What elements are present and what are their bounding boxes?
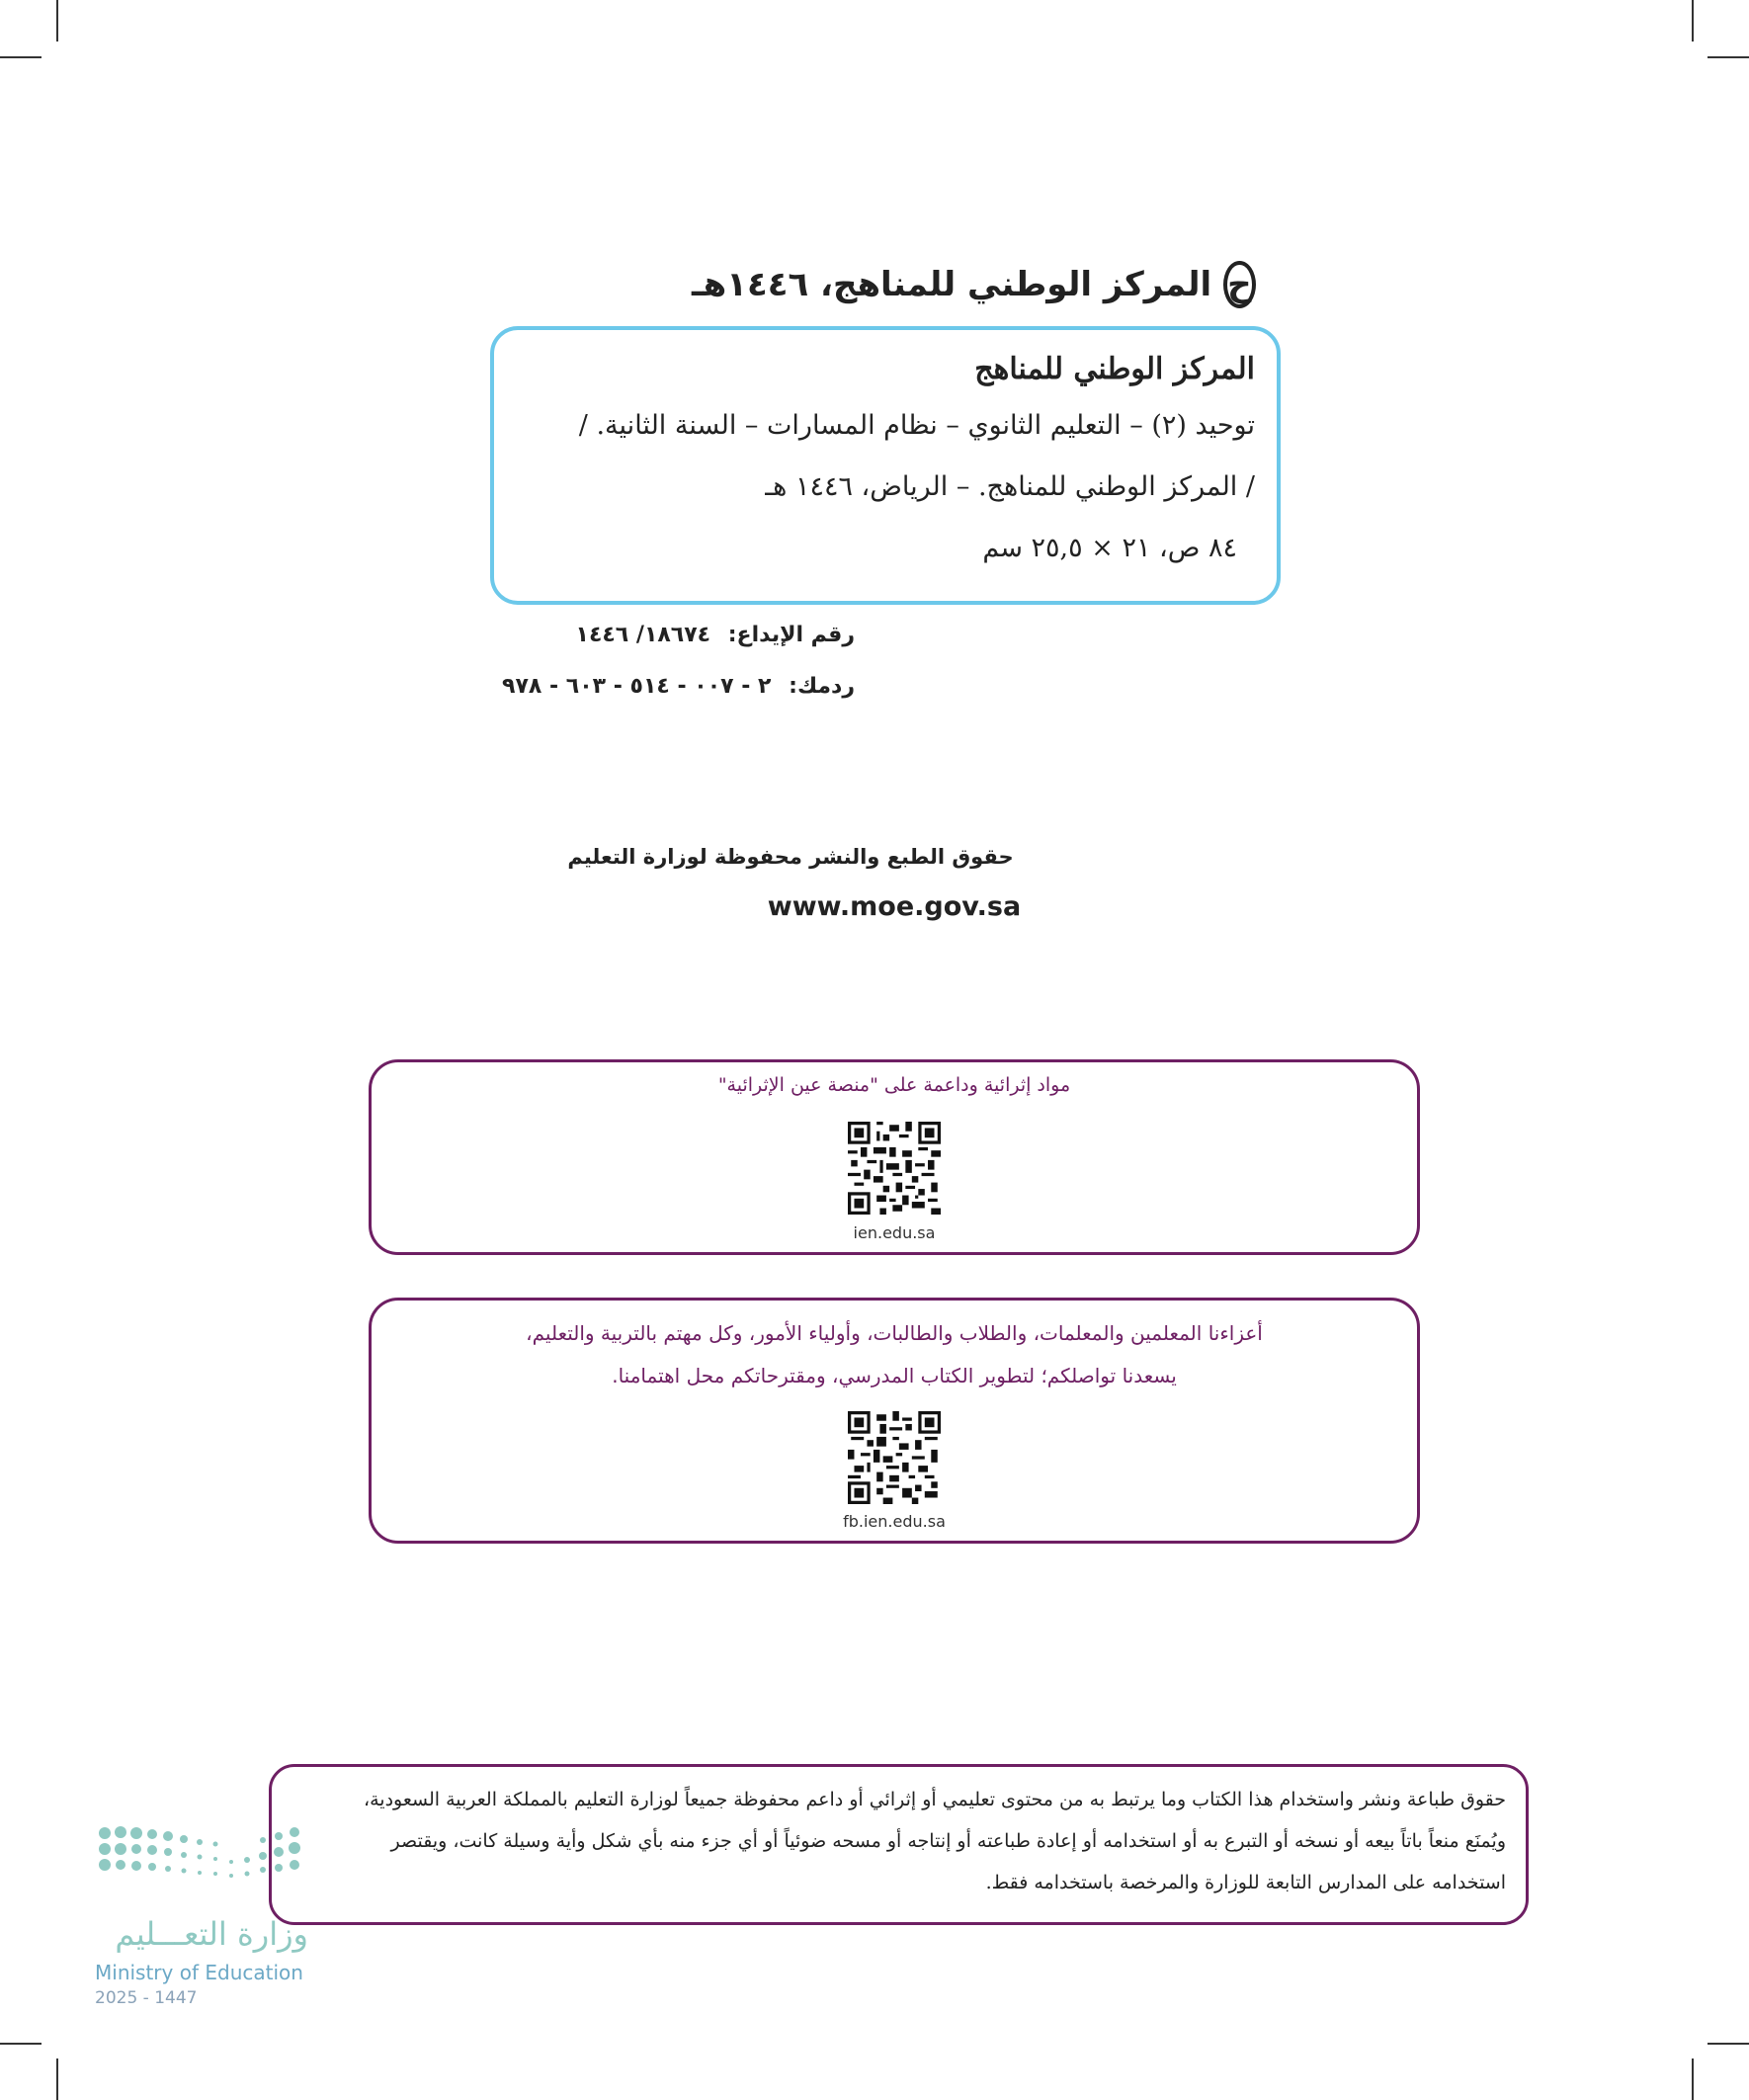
copyright-text: المركز الوطني للمناهج، ١٤٤٦هـ	[692, 265, 1212, 304]
ministry-name-english: Ministry of Education	[95, 1961, 303, 1984]
feedback-line-1: أعزاءنا المعلمين والمعلمات، والطلاب والطالبات، وأولياء الأمور، وكل مهتم بالتربية والتعليم،	[526, 1321, 1263, 1345]
catalog-card	[490, 326, 1281, 605]
deposit-number	[464, 623, 855, 647]
catalog-title-line: توحيد (٢) – التعليم الثانوي – نظام المسارات – السنة الثانية. /	[578, 410, 1255, 441]
crop-mark-top-right-h	[1707, 56, 1749, 58]
legal-notice-text	[292, 1779, 1506, 1903]
deposit-label: رقم الإيداع:	[727, 623, 855, 647]
enrichment-qr-caption[interactable]: ien.edu.sa	[853, 1223, 936, 1242]
catalog-physical-description: ٨٤ ص، ٢١ × ٢٥,٥ سم	[982, 533, 1237, 563]
rights-reserved: حقوق الطبع والنشر محفوظة لوزارة التعليم	[567, 845, 1014, 869]
ministry-name-arabic: وزارة التعـــليم	[115, 1915, 308, 1953]
crop-mark-bottom-right-v	[1692, 2058, 1694, 2100]
enrichment-qr-code[interactable]	[848, 1122, 941, 1215]
feedback-qr-caption[interactable]: fb.ien.edu.sa	[843, 1512, 946, 1531]
crop-mark-top-left-h	[0, 56, 42, 58]
feedback-line-2: يسعدنا تواصلكم؛ لتطوير الكتاب المدرسي، ومقترحاتكم محل اهتمامنا.	[612, 1364, 1177, 1387]
catalog-publisher-line: / المركز الوطني للمناهج. – الرياض، ١٤٤٦ هـ	[765, 471, 1255, 502]
ministry-year: 2025 - 1447	[95, 1988, 198, 2008]
ministry-website-link[interactable]: www.moe.gov.sa	[767, 891, 1022, 922]
catalog-publisher: المركز الوطني للمناهج	[974, 352, 1255, 386]
isbn-value: ٢ - ٠٠٧ - ٥١٤ - ٦٠٣ - ٩٧٨	[502, 674, 772, 699]
copyright-symbol: ح	[1223, 261, 1256, 308]
isbn-label: ردمك:	[789, 674, 855, 699]
crop-mark-top-right-v	[1692, 0, 1694, 42]
feedback-qr-code[interactable]	[848, 1411, 941, 1504]
crop-mark-top-left-v	[56, 0, 58, 42]
enrichment-text: مواد إثرائية وداعمة على "منصة عين الإثرائية"	[717, 1074, 1071, 1096]
crop-mark-bottom-left-h	[0, 2043, 42, 2045]
legal-line-1: حقوق طباعة ونشر واستخدام هذا الكتاب وما يرتبط به من محتوى تعليمي أو إثرائي أو داعم محفوظة جميعاً لوزارة التعليم بالمملكة العربية السعودية،	[363, 1789, 1506, 1810]
legal-line-2: ويُمنَع منعاً باتاً بيعه أو نسخه أو التبرع به أو استخدامه أو إعادة طباعته أو إنتاجه أو مسحه ضوئياً أو أي جزء منه بأي شكل وأية وسيلة كانت، ويقتصر	[390, 1830, 1506, 1852]
isbn	[464, 674, 855, 699]
crop-mark-bottom-left-v	[56, 2058, 58, 2100]
copyright-heading	[692, 255, 1255, 314]
crop-mark-bottom-right-h	[1707, 2043, 1749, 2045]
legal-notice-box	[269, 1764, 1529, 1925]
deposit-value: ١٨٦٧٤/ ١٤٤٦	[575, 623, 711, 647]
legal-line-3: استخدامه على المدارس التابعة للوزارة والمرخصة باستخدامه فقط.	[985, 1872, 1506, 1893]
